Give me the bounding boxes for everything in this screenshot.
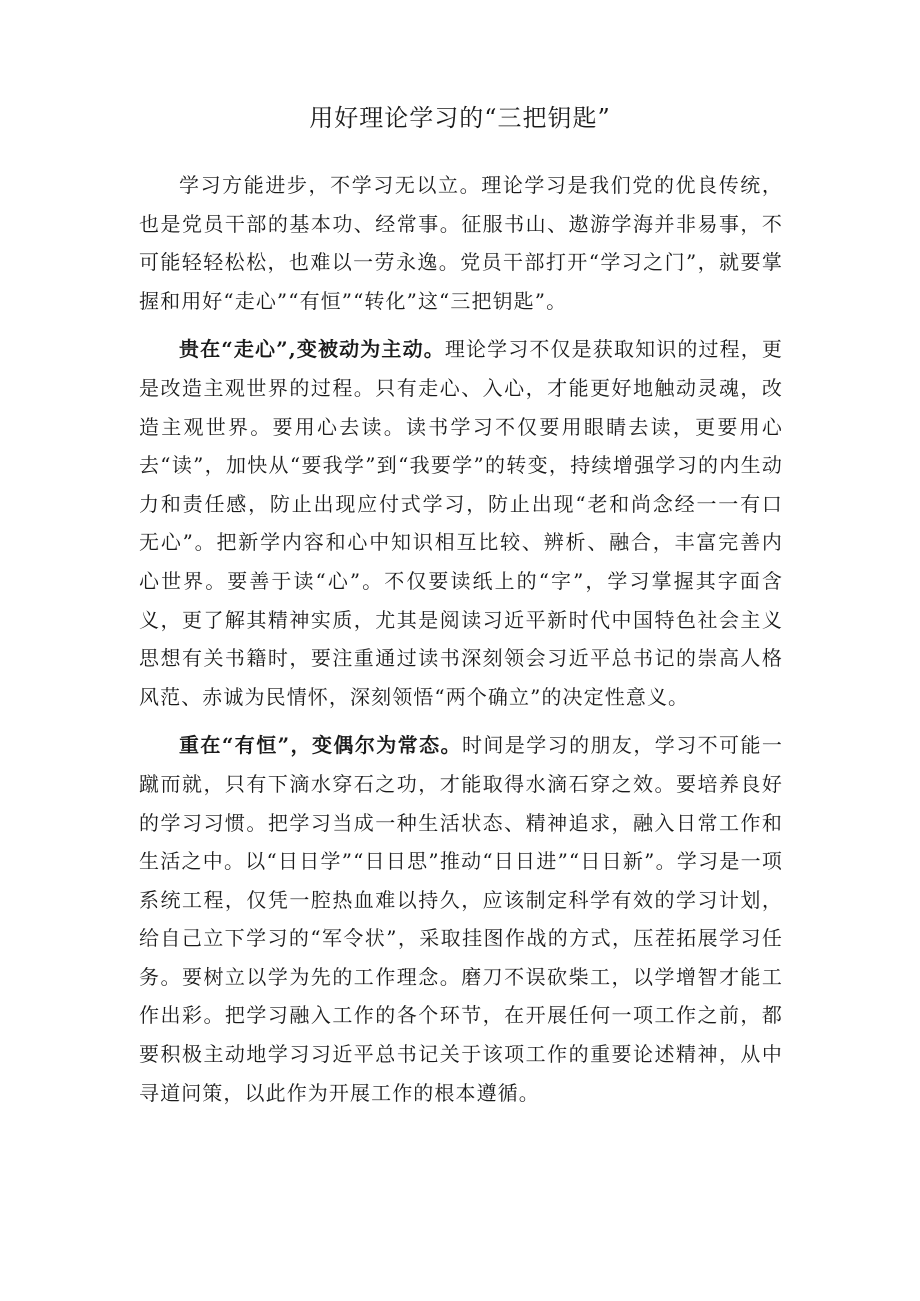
paragraph-lead-heading: 贵在“走心”,变被动为主动。 [179, 337, 445, 362]
paragraph-intro [139, 166, 783, 320]
document-title: 用好理论学习的“三把钥匙” [309, 104, 611, 132]
paragraph-youheng [139, 726, 783, 1112]
paragraph-lead-heading: 重在“有恒”，变偶尔为常态。 [179, 733, 462, 758]
paragraph-text: 理论学习不仅是获取知识的过程，更是改造主观世界的过程。只有走心、入心，才能更好地触动灵魂，改造主观世界。要用心去读。读书学习不仅要用眼睛去读，更要用心去“读”，加快从“要我学”到“我要学”的转变，持续增强学习的内生动力和责任感，防止出现应付式学习，防止出现“老和尚念经一一有口无心”。把新学内容和心中知识相互比较、辨析、融合，丰富完善内心世界。要善于读“心”。不仅要读纸上的“字”，学习掌握其字面含义，更了解其精神实质，尤其是阅读习近平新时代中国特色社会主义思想有关书籍时，要注重通过读书深刻领会习近平总书记的崇高人格风范、赤诚为民情怀，深刻领悟“两个确立”的决定性意义。 [139, 337, 783, 709]
paragraph-zouxin [139, 330, 783, 716]
paragraph-text: 时间是学习的朋友，学习不可能一蹴而就，只有下滴水穿石之功，才能取得水滴石穿之效。要培养良好的学习习惯。把学习当成一种生活状态、精神追求，融入日常工作和生活之中。以“日日学”“日日思”推动“日日进”“日日新”。学习是一项系统工程，仅凭一腔热血难以持久，应该制定科学有效的学习计划，给自己立下学习的“军令状”，采取挂图作战的方式，压茬拓展学习任务。要树立以学为先的工作理念。磨刀不误砍柴工，以学增智才能工作出彩。把学习融入工作的各个环节，在开展任何一项工作之前，都要积极主动地学习习近平总书记关于该项工作的重要论述精神，从中寻道问策，以此作为开展工作的根本遵循。 [139, 733, 783, 1105]
paragraph-text: 学习方能进步，不学习无以立。理论学习是我们党的优良传统，也是党员干部的基本功、经常事。征服书山、遨游学海并非易事，不可能轻轻松松，也难以一劳永逸。党员干部打开“学习之门”，就要掌握和用好“走心”“有恒”“转化”这“三把钥匙”。 [139, 173, 783, 313]
document-body [139, 166, 783, 1122]
